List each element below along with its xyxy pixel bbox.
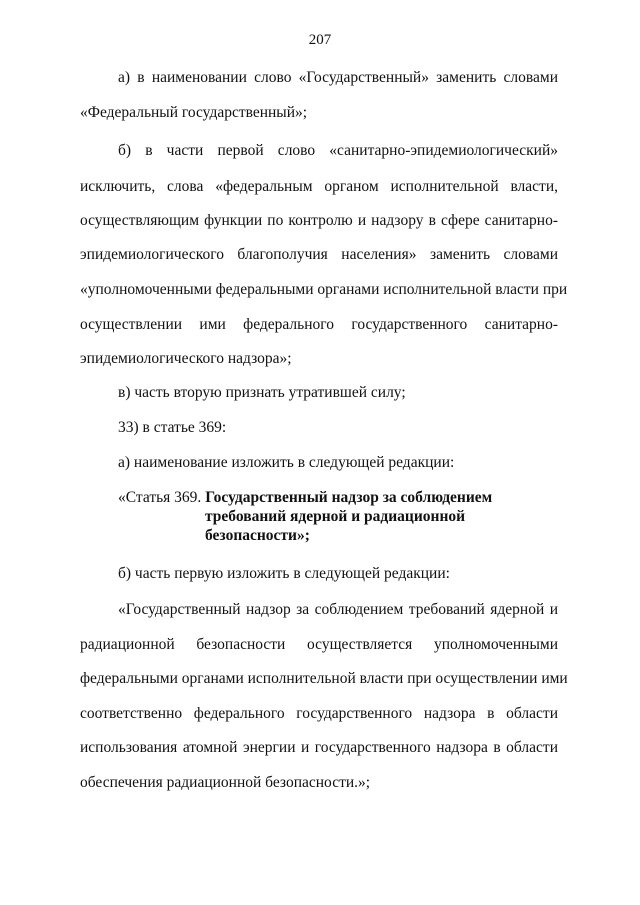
quote-paragraph-line-1: «Государственный надзор за соблюдением требований ядерной и — [118, 601, 558, 618]
article-heading-line-1 — [118, 488, 492, 508]
paragraph-a2-line-1: а) наименование изложить в следующей редакции: — [118, 454, 455, 471]
quote-paragraph-line-2: радиационной безопасности осуществляется уполномоченными — [80, 636, 558, 653]
paragraph-b-line-4: эпидемиологического благополучия населения» заменить словами — [80, 246, 558, 263]
paragraph-a-line-2: «Федеральный государственный»; — [80, 104, 308, 121]
quote-paragraph-line-4: соответственно федерального государственного надзора в области — [80, 705, 558, 722]
paragraph-b2-line-1: б) часть первую изложить в следующей редакции: — [118, 565, 450, 582]
paragraph-v-line-1: в) часть вторую признать утратившей силу; — [118, 384, 406, 401]
article-heading-line-3: безопасности»; — [205, 527, 310, 544]
article-heading-title-1: Государственный надзор за соблюдением — [205, 489, 493, 506]
paragraph-b-line-2: исключить, слова «федеральным органом исполнительной власти, — [80, 178, 558, 195]
page-number: 207 — [308, 32, 332, 48]
quote-paragraph-line-5: использования атомной энергии и государственного надзора в области — [80, 739, 558, 756]
article-heading-line-2: требований ядерной и радиационной — [205, 508, 466, 525]
quote-paragraph-line-3: федеральными органами исполнительной власти при осуществлении ими — [80, 670, 568, 687]
item-33-line: 33) в статье 369: — [118, 419, 227, 436]
paragraph-b-line-6: осуществлении ими федерального государственного санитарно- — [80, 316, 558, 333]
paragraph-b-line-1: б) в части первой слово «санитарно-эпидемиологический» — [118, 142, 558, 159]
article-heading-prefix: «Статья 369. — [118, 489, 206, 506]
paragraph-b-line-5: «уполномоченными федеральными органами исполнительной власти при — [80, 281, 568, 298]
paragraph-b-line-3: осуществляющим функции по контролю и надзору в сфере санитарно- — [80, 212, 558, 229]
quote-paragraph-line-6: обеспечения радиационной безопасности.»; — [80, 774, 371, 791]
paragraph-a-line-1: а) в наименовании слово «Государственный» заменить словами — [118, 69, 558, 86]
paragraph-b-line-7: эпидемиологического надзора»; — [80, 350, 292, 367]
